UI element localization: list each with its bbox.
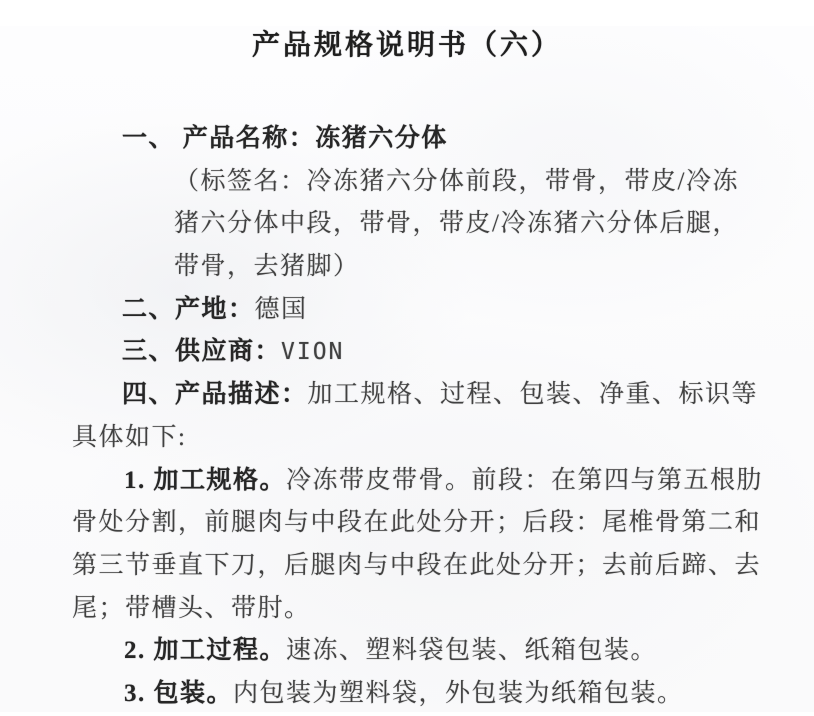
- line-origin-value: 德国: [254, 295, 308, 323]
- line-spec-2: [72, 502, 762, 545]
- line-spec-4: [72, 588, 750, 631]
- line-spec-3-text: 第三节垂直下刀，后腿肉与中段在此处分开；去前后蹄、去: [72, 551, 762, 579]
- line-packaging-text: 内包装为塑料袋，外包装为纸箱包装。: [233, 679, 684, 707]
- line-spec-2-text: 骨处分割，前腿肉与中段在此处分开；后段：尾椎骨第二和: [72, 509, 762, 537]
- line-spec-4-text: 尾；带槽头、带肘。: [72, 594, 311, 622]
- line-process: [72, 630, 750, 673]
- line-packaging-clipped: [72, 673, 750, 716]
- line-description-cont-text: 具体如下:: [72, 423, 187, 451]
- page-title: 产品规格说明书（六）: [251, 30, 562, 61]
- line-label-name-2-text: 猪六分体中段，带骨，带皮/冷冻猪六分体后腿，: [174, 210, 739, 238]
- line-description-cont: [72, 417, 750, 460]
- line-product-name-text: 一、 产品名称：冻猪六分体: [122, 125, 448, 152]
- line-description-label: 四、产品描述：: [122, 381, 308, 409]
- line-origin-label: 二、产地：: [122, 295, 255, 323]
- line-label-name-1-text: （标签名：冷冻猪六分体前段，带骨，带皮/冷冻: [174, 167, 739, 195]
- document-page: [0, 26, 814, 712]
- line-description-text: 加工规格、过程、包装、净重、标识等: [307, 381, 759, 409]
- line-process-label: 2. 加工过程。: [124, 637, 287, 665]
- line-spec-3: [72, 545, 762, 588]
- line-supplier: [72, 331, 750, 374]
- line-label-name-2: [72, 203, 750, 246]
- line-process-text: 速冻、塑料袋包装、纸箱包装。: [286, 637, 658, 665]
- line-spec-1-text: 冷冻带皮带骨。前段：在第四与第五根肋: [286, 466, 764, 494]
- line-description: [72, 374, 759, 417]
- line-label-name-3-text: 带骨，去猪脚）: [174, 253, 360, 281]
- line-spec-1: [72, 460, 764, 503]
- line-spec-1-label: 1. 加工规格。: [124, 466, 287, 494]
- line-product-name: [72, 118, 750, 161]
- line-label-name-3: [72, 246, 750, 289]
- line-supplier-value: VION: [281, 339, 345, 366]
- line-label-name-1: [72, 161, 750, 204]
- line-origin: [72, 289, 750, 332]
- line-supplier-label: 三、供应商：: [122, 338, 282, 366]
- document-body: [0, 118, 814, 716]
- line-packaging-label: 3. 包装。: [124, 679, 234, 707]
